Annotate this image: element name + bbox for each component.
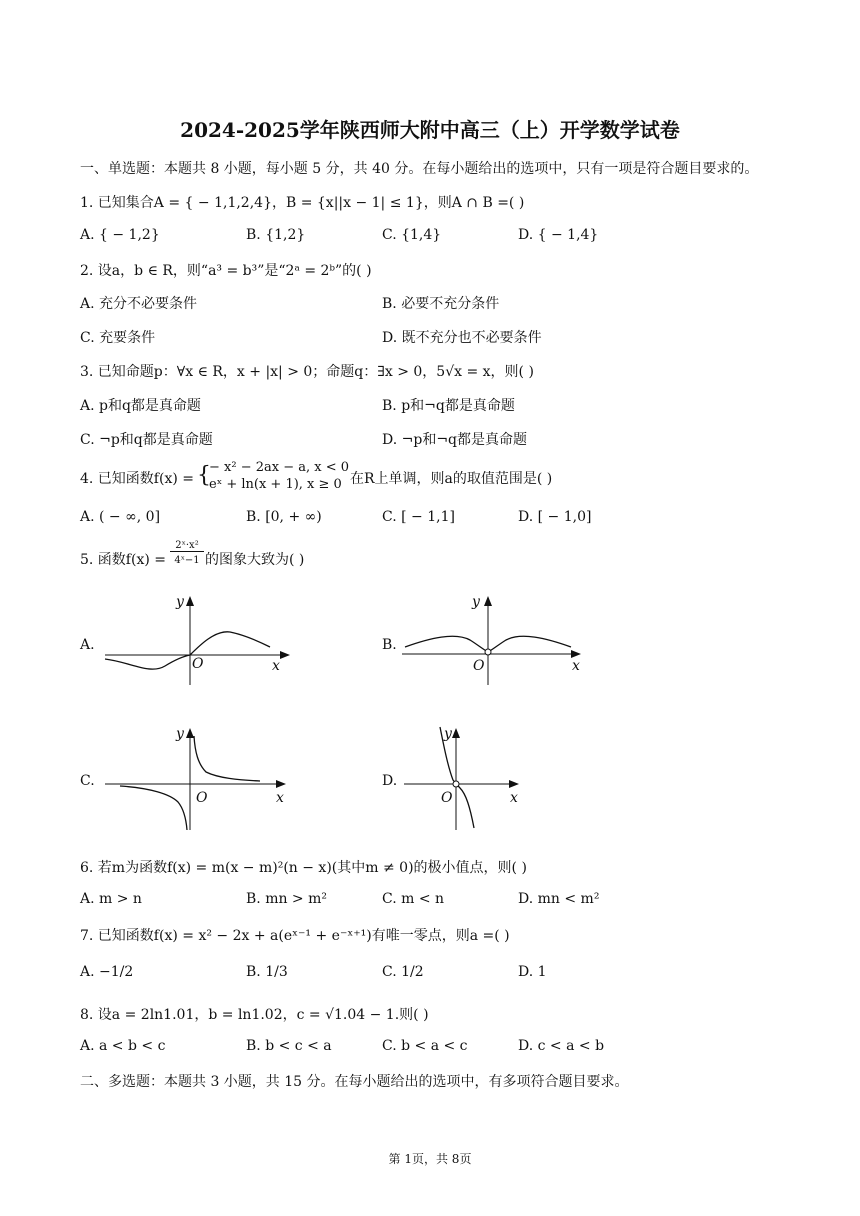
page-title: 2024-2025学年陕西师大附中高三（上）开学数学试卷 — [180, 118, 680, 142]
q8-option-a: A. a < b < c — [80, 1038, 166, 1054]
question-4-stem-prefix: 4. 已知函数f(x) = — [80, 471, 194, 487]
section-heading-single-choice: 一、单选题：本题共 8 小题，每小题 5 分，共 40 分。在每小题给出的选项中，只有一项是符合题目要求的。 — [80, 161, 759, 177]
q5-option-b-label: B. — [382, 637, 397, 653]
q5-option-c-label: C. — [80, 773, 95, 789]
axis-y-label: y — [472, 594, 480, 610]
section-heading-multi-choice: 二、多选题：本题共 3 小题，共 15 分。在每小题给出的选项中，有多项符合题目要求。 — [80, 1074, 629, 1090]
q3-option-b: B. p和¬q都是真命题 — [382, 398, 515, 414]
q3-option-c: C. ¬p和q都是真命题 — [80, 432, 213, 448]
q4-option-b: B. [0, + ∞) — [246, 509, 322, 525]
q8-option-b: B. b < c < a — [246, 1038, 332, 1054]
function-curve — [440, 727, 474, 828]
q4-option-c: C. [ − 1,1] — [382, 509, 455, 525]
q1-option-c: C. {1,4} — [382, 227, 442, 243]
question-5-stem-prefix: 5. 函数f(x) = — [80, 552, 166, 568]
q5-fraction-denominator: 4ˣ−1 — [174, 555, 200, 566]
y-axis-arrow — [484, 596, 492, 606]
q4-option-d: D. [ − 1,0] — [518, 509, 592, 525]
q6-option-a: A. m > n — [80, 891, 142, 907]
question-8-stem: 8. 设a = 2ln1.01，b = ln1.02，c = √1.04 − 1.则( ) — [80, 1007, 429, 1023]
q4-option-a: A. ( − ∞, 0] — [80, 509, 161, 525]
q5-graph-d — [400, 722, 530, 832]
axis-y-label: y — [444, 726, 452, 742]
q4-case-1: − x² − 2ax − a, x < 0 — [209, 460, 350, 475]
origin-label: O — [196, 790, 208, 806]
q1-option-b: B. {1,2} — [246, 227, 306, 243]
x-axis-arrow — [280, 651, 290, 659]
y-axis-arrow — [452, 728, 460, 738]
origin-label: O — [473, 658, 485, 674]
q7-option-b: B. 1/3 — [246, 964, 288, 980]
q5-option-a-label: A. — [80, 637, 95, 653]
page-footer: 第 1页，共 8页 — [388, 1152, 472, 1166]
q4-case-2: eˣ + ln(x + 1), x ≥ 0 — [209, 477, 342, 492]
origin-label: O — [441, 790, 453, 806]
q7-option-c: C. 1/2 — [382, 964, 424, 980]
axis-y-label: y — [176, 726, 184, 742]
question-1-stem: 1. 已知集合A = { − 1,1,2,4}，B = {x||x − 1| ≤ 1}，则A ∩ B =( ) — [80, 195, 525, 211]
q5-graph-c — [100, 722, 300, 832]
question-3-stem: 3. 已知命题p：∀x ∈ R，x + |x| > 0；命题q：∃x > 0，5√x = x，则( ) — [80, 364, 534, 380]
q6-option-c: C. m < n — [382, 891, 445, 907]
q5-graph-b — [400, 590, 600, 690]
function-curve-left — [120, 786, 187, 830]
origin-label: O — [192, 656, 204, 672]
axis-x-label: x — [276, 790, 284, 806]
question-6-stem: 6. 若m为函数f(x) = m(x − m)²(n − x)(其中m ≠ 0)的极小值点，则( ) — [80, 860, 527, 876]
q3-option-d: D. ¬p和¬q都是真命题 — [382, 432, 528, 448]
q7-option-d: D. 1 — [518, 964, 547, 980]
question-4-stem-suffix: 在R上单调，则a的取值范围是( ) — [350, 471, 553, 487]
q3-option-a: A. p和q都是真命题 — [80, 398, 201, 414]
q8-option-d: D. c < a < b — [518, 1038, 605, 1054]
axis-x-label: x — [272, 658, 280, 674]
hollow-point — [485, 649, 491, 655]
q7-option-a: A. −1/2 — [80, 964, 134, 980]
q5-option-d-label: D. — [382, 773, 398, 789]
q2-option-a: A. 充分不必要条件 — [80, 296, 198, 312]
hollow-point — [453, 781, 459, 787]
axis-x-label: x — [510, 790, 518, 806]
q1-option-d: D. { − 1,4} — [518, 227, 599, 243]
function-curve-right — [194, 736, 260, 781]
axis-x-label: x — [572, 658, 580, 674]
question-2-stem: 2. 设a，b ∈ R，则“a³ = b³”是“2ᵃ = 2ᵇ”的( ) — [80, 263, 372, 279]
axis-y-label: y — [176, 594, 184, 610]
q2-option-c: C. 充要条件 — [80, 330, 156, 346]
x-axis-arrow — [571, 650, 581, 658]
x-axis-arrow — [509, 780, 519, 788]
q2-option-b: B. 必要不充分条件 — [382, 296, 500, 312]
function-curve-left — [405, 636, 488, 652]
q6-option-d: D. mn < m² — [518, 891, 600, 907]
q5-fraction-numerator: 2ˣ·x² — [170, 540, 204, 552]
q5-graph-a — [100, 590, 300, 690]
piecewise-brace: { — [197, 463, 211, 488]
q8-option-c: C. b < a < c — [382, 1038, 468, 1054]
y-axis-arrow — [186, 596, 194, 606]
question-7-stem: 7. 已知函数f(x) = x² − 2x + a(eˣ⁻¹ + e⁻ˣ⁺¹)有唯一零点，则a =( ) — [80, 928, 510, 944]
q2-option-d: D. 既不充分也不必要条件 — [382, 330, 542, 346]
x-axis-arrow — [276, 780, 286, 788]
question-5-stem-suffix: 的图象大致为( ) — [205, 552, 305, 568]
q6-option-b: B. mn > m² — [246, 891, 327, 907]
function-curve — [105, 632, 270, 669]
y-axis-arrow — [186, 728, 194, 738]
q1-option-a: A. { − 1,2} — [80, 227, 160, 243]
function-curve-right — [488, 636, 571, 652]
